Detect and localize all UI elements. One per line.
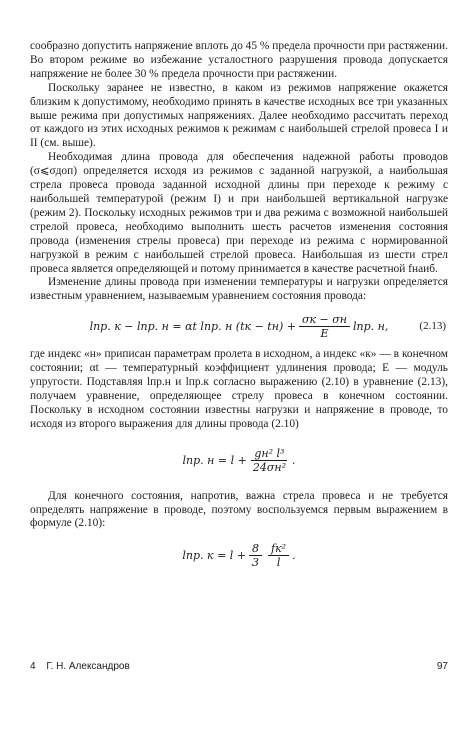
author-name: Г. Н. Александров — [46, 661, 130, 672]
page-body — [30, 40, 448, 579]
eq3-fraction-1 — [249, 542, 262, 569]
eq2-denominator: 24σн² — [252, 461, 286, 475]
eq2-numerator: gн² l³ — [251, 447, 287, 461]
eq3-denominator-2: l — [276, 555, 281, 569]
eq3-denominator-1: 3 — [252, 555, 260, 569]
paragraph-6: Для конечного состояния, напротив, важна стрела провеса и не требуется определять напряжение в проводе, поэтому воспользуемся первым выражением в формуле (2.10): — [30, 489, 448, 530]
paragraph-4: Изменение длины провода при изменении температуры и нагрузки определяется известным уравнением, называемым уравнением состояния провода: — [30, 276, 448, 303]
eq1-rhs: lпр. н, — [353, 319, 389, 333]
eq2-fraction — [250, 447, 289, 474]
page-footer — [30, 661, 448, 672]
equation-number: (2.13) — [419, 320, 446, 333]
paragraph-1: сообразно допустить напряжение вплоть до 45 % предела прочности при растяжении. Во втором режиме во избежание усталостного разрушения провода допускается напряжение не более 30 % предела прочности при растяжении. — [30, 40, 448, 80]
eq3-numerator-1: 8 — [249, 542, 262, 556]
equation-length-initial — [30, 432, 448, 490]
page-number: 97 — [436, 661, 448, 672]
footer-left — [30, 661, 138, 672]
eq1-numerator: σк − σн — [299, 313, 350, 327]
eq2-lhs: lпр. н = l + — [182, 454, 247, 468]
eq1-fraction — [299, 313, 350, 340]
paragraph-3: Необходимая длина провода для обеспечения надежной работы проводов (σ⩽σдоп) определяется исходя из режимов с заданной нагрузкой, а наибольшая стрела провеса провода заданной исходной длины при переходе к режиму с наибольшей температурой (режим I) и при наибольшей вертикальной нагрузке (режим 2). Поскольку исходных режимов три и два режима с возможной наибольшей стрелой провеса, необходимо выполнить шесть расчетов изменения состояния провода (изменения стрелы провеса) при переходе из режима с нормированной нагрузкой в режим с наибольшей стрелой провеса. Наибольшая из шести стрел провеса является определяющей и потому принимается в качестве расчетной fнаиб. — [30, 151, 448, 275]
paragraph-5: где индекс «н» приписан параметрам пролета в исходном, а индекс «к» — в конечном состоянии; αt — температурный коэффициент удлинения провода; E — модуль упругости. Подставляя lпр.н и lпр.к согласно выражению (2.10) в уравнение (2.13), получаем уравнение, определяющее стрелу провеса в конечном состоянии. Поскольку в исходном состоянии известны нагрузки и напряжение в проводе, то исходя из второго выражения для длины провода (2.10) — [30, 348, 448, 430]
equation-length-final — [30, 531, 448, 579]
eq1-denominator: E — [320, 326, 329, 340]
eq1-lhs: lпр. к − lпр. н = αt lпр. н (tк − tн) + — [89, 319, 296, 333]
eq3-lhs: lпр. к = l + — [182, 548, 247, 562]
equation-2-13 — [30, 304, 448, 348]
eq3-end: . — [292, 548, 296, 562]
paragraph-2: Поскольку заранее не известно, в каком из режимов напряжение окажется близким к допустимому, необходимо принять в качестве исходных все три указанных выше режима при допустимых напряжениях. Далее необходимо рассчитать переход от каждого из этих исходных режимов к режимам с наибольшей стрелой провеса I и II (см. выше). — [30, 81, 448, 150]
eq3-numerator-2: fк² — [268, 542, 289, 556]
signature-mark: 4 — [30, 661, 36, 672]
eq3-fraction-2 — [268, 542, 289, 569]
eq2-end: . — [292, 454, 296, 468]
